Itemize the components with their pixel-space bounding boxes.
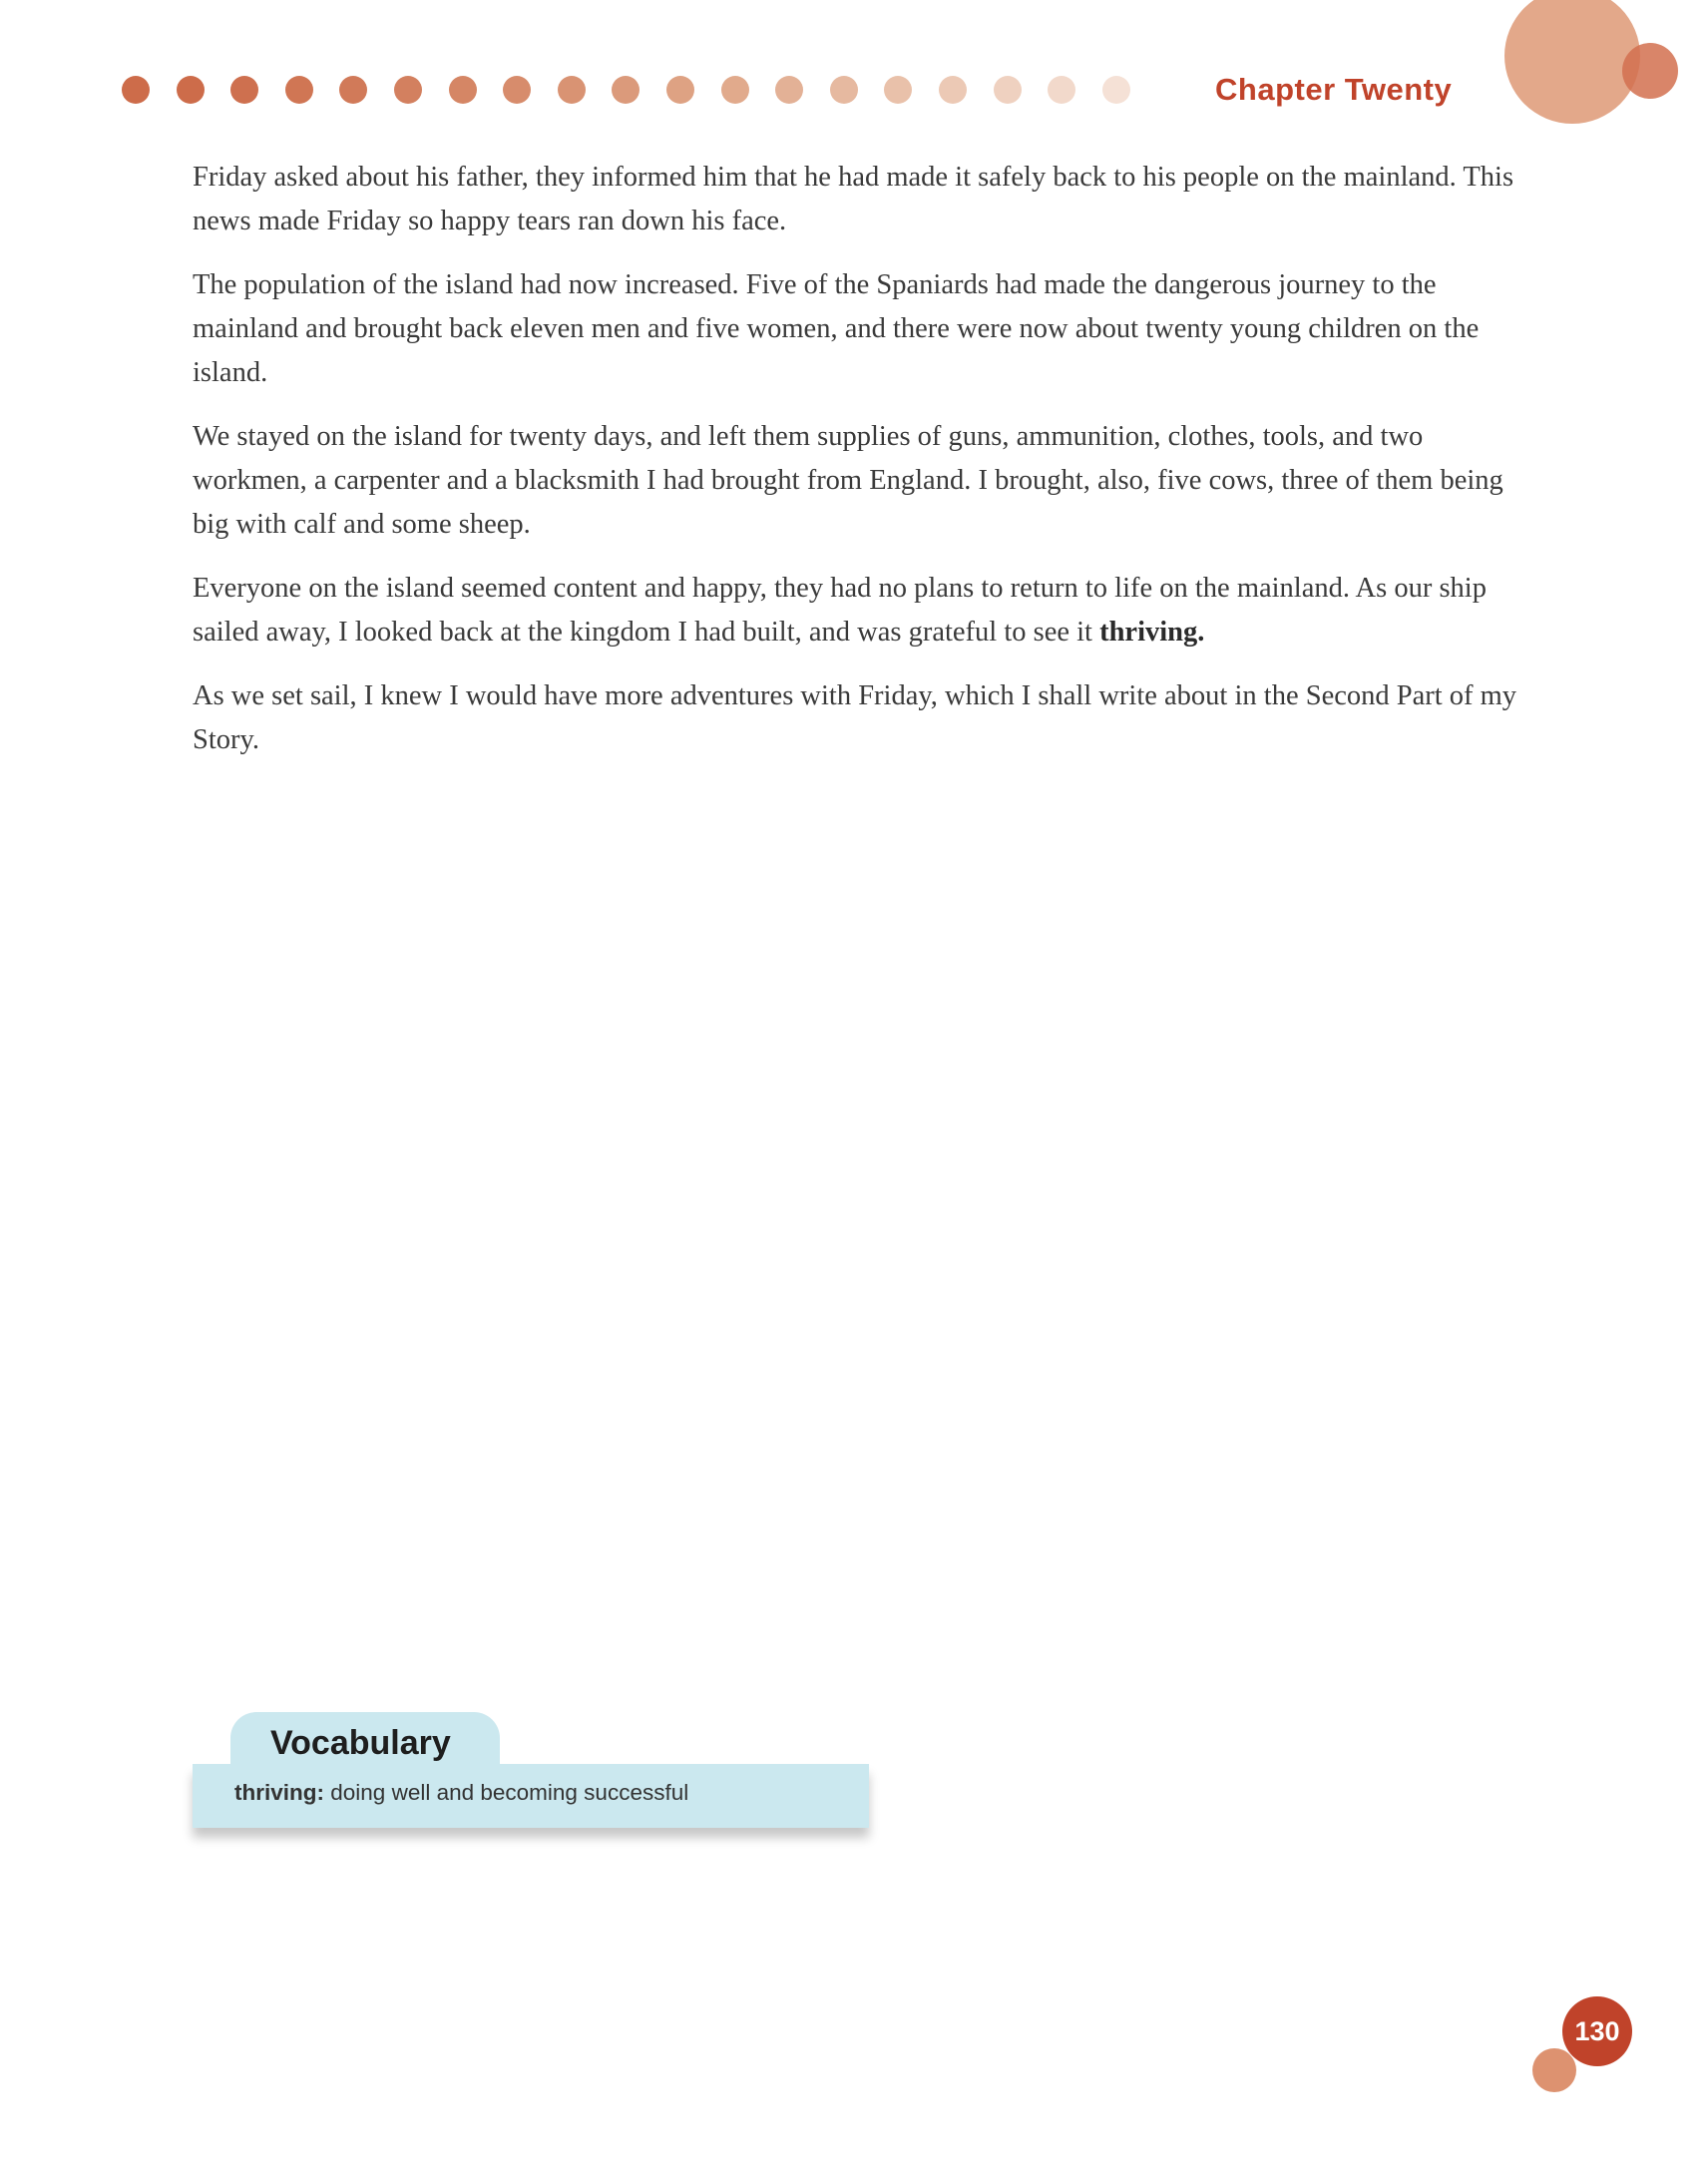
vocabulary-box xyxy=(193,1712,871,1842)
vocabulary-term: thriving: xyxy=(234,1780,324,1805)
decorative-dot xyxy=(830,76,858,104)
vocabulary-highlight-word: thriving. xyxy=(1099,617,1205,648)
decorative-dot xyxy=(994,76,1022,104)
page-number: 130 xyxy=(1562,1996,1632,2066)
paragraph: The population of the island had now increased. Five of the Spaniards had made the dangerous journey to the mainland and brought back eleven men and five women, and there were now about twenty young children on the island. xyxy=(193,269,1480,388)
decorative-circle-large xyxy=(1504,0,1640,124)
vocabulary-definition: doing well and becoming successful xyxy=(330,1780,689,1805)
decorative-dot xyxy=(666,76,694,104)
decorative-dot xyxy=(775,76,803,104)
decorative-dot xyxy=(1102,76,1130,104)
decorative-dot xyxy=(939,76,967,104)
story-text xyxy=(193,156,1519,782)
decorative-dot xyxy=(558,76,586,104)
decorative-dot xyxy=(394,76,422,104)
paragraph: As we set sail, I knew I would have more adventures with Friday, which I shall write about in the Second Part of my Story. xyxy=(193,680,1517,755)
decorative-dot xyxy=(1048,76,1075,104)
decorative-dot xyxy=(122,76,150,104)
decorative-dot xyxy=(230,76,258,104)
paragraph xyxy=(193,567,1519,655)
decorative-dot xyxy=(449,76,477,104)
paragraph: We stayed on the island for twenty days, and left them supplies of guns, ammunition, clothes, tools, and two workmen, a carpenter and a blacksmith I had brought from England. I brought, also, five cows, three of them being big with calf and some sheep. xyxy=(193,421,1503,540)
decorative-dot xyxy=(503,76,531,104)
decorative-dot xyxy=(285,76,313,104)
page-number-decoration xyxy=(1532,2048,1576,2092)
vocabulary-entry xyxy=(234,1780,688,1806)
decorative-dot xyxy=(339,76,367,104)
vocabulary-title: Vocabulary xyxy=(270,1724,451,1762)
chapter-title: Chapter Twenty xyxy=(1215,72,1453,107)
decorative-dot xyxy=(884,76,912,104)
paragraph: Friday asked about his father, they informed him that he had made it safely back to his people on the mainland. This news made Friday so happy tears ran down his face. xyxy=(193,162,1514,236)
decorative-dot-row xyxy=(122,76,1139,106)
decorative-dot xyxy=(177,76,205,104)
decorative-dot xyxy=(721,76,749,104)
paragraph-text: Everyone on the island seemed content and happy, they had no plans to return to life on the mainland. As our ship sailed away, I looked back at the kingdom I had built, and was grateful to see it xyxy=(193,573,1487,648)
decorative-dot xyxy=(612,76,640,104)
decorative-circle-small xyxy=(1622,43,1678,99)
